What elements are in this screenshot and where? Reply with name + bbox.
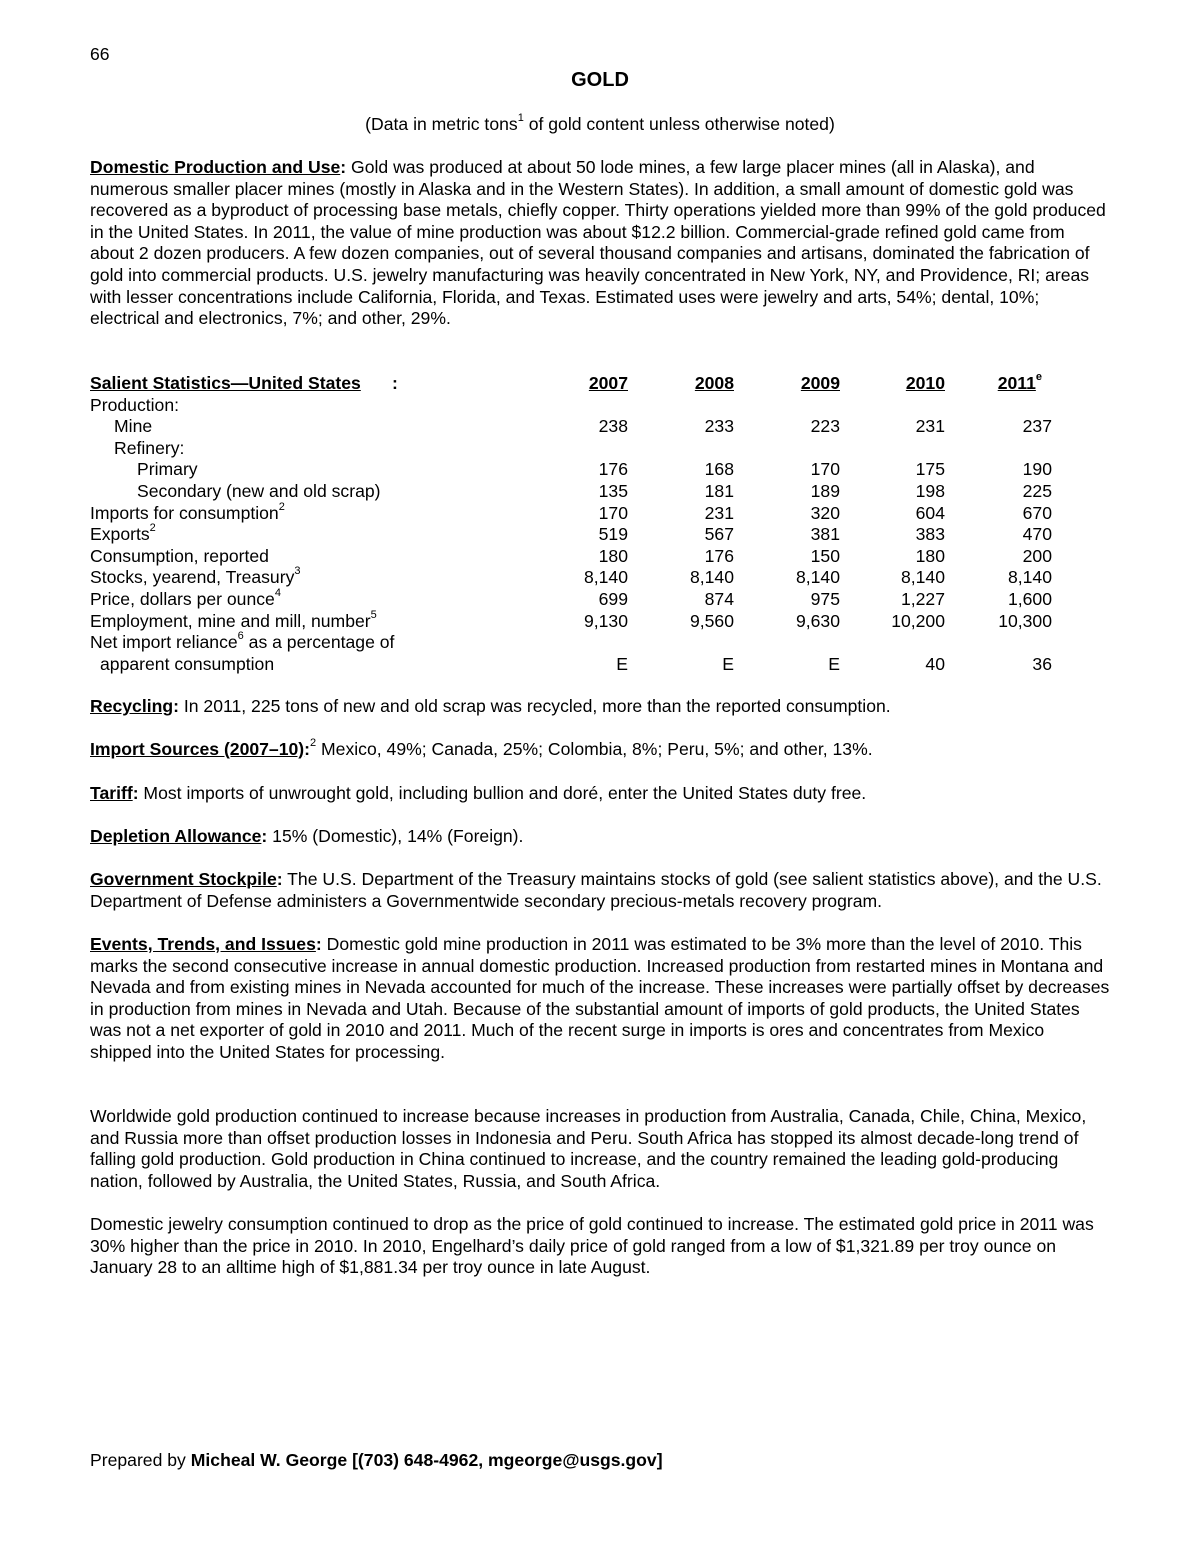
table-cell: 470 [1022,524,1052,545]
table-row [90,481,1120,503]
year-header: 2007 [588,373,628,393]
table-cell: 36 [1032,653,1052,674]
page-title: GOLD [571,69,629,91]
year-header: 2009 [800,373,840,393]
table-cell: 567 [704,524,734,545]
table-cell: 874 [704,588,734,609]
table-cell: 8,140 [689,567,734,588]
table-cell: 670 [1022,502,1052,523]
table-row [90,524,1120,546]
table-cell: 9,130 [583,610,628,631]
section-text: 15% (Domestic), 14% (Foreign). [267,826,524,846]
table-cell: 383 [915,524,945,545]
table-row [90,459,1120,481]
table-row [90,632,1120,654]
footnote-ref: 2 [278,500,285,513]
table-cell: 1,227 [900,588,945,609]
table-cell: 135 [598,480,628,501]
table-cell: 150 [810,545,840,566]
table-cell: 223 [810,416,840,437]
row-label: Production: [90,394,179,415]
section-import-sources [90,739,1110,761]
table-row [90,500,1120,525]
prepared-by-prefix: Prepared by [90,1450,191,1470]
footnote-ref: 2 [149,522,156,535]
section-text: Most imports of unwrought gold, including bullion and doré, enter the United States duty free. [138,783,867,803]
table-cell: 381 [810,524,840,545]
table-row [90,608,1120,633]
table-cell: 200 [1022,545,1052,566]
section-heading: Tariff [90,783,133,803]
section-text: In 2011, 225 tons of new and old scrap was recycled, more than the reported consumption. [178,696,891,716]
table-cell: 9,630 [795,610,840,631]
table-cell: 10,300 [998,610,1052,631]
subtitle-text-rest: of gold content unless otherwise noted) [523,114,835,134]
table-cell: 190 [1022,459,1052,480]
salient-statistics-table [90,373,1120,675]
section-heading: Depletion Allowance [90,826,262,846]
year-header: 2010 [905,373,945,393]
section-heading: Government Stockpile [90,869,277,889]
footnote-ref: 1 [517,112,524,125]
table-row [90,438,1120,460]
row-label: Imports for consumption$^2$ [90,500,285,523]
heading-colon: : [340,157,347,177]
heading-colon: : [173,696,179,716]
footnote-ref: 6 [237,630,244,643]
section-text: Gold was produced at about 50 lode mines, a few large placer mines (all in Alaska), and numerous smaller placer mines (mostly in Alaska and in the Western States). In addition, a small amount of domestic gold was recovered as a byproduct of processing base metals, chiefly copper. Thirty operations yielded more than 99% of the gold produced in the United States. In 2011, the value of mine production was about $12.2 billion. Commercial-grade refined gold came from about 2 dozen producers. A few dozen companies, out of several thousand companies and artisans, dominated the fabrication of gold into commercial products. U.S. jewelry manufacturing was heavily concentrated in New York, NY, and Providence, RI; areas with lesser concentrations include California, Florida, and Texas. Estimated uses were jewelry and arts, 54%; dental, 10%; electrical and electronics, 7%; and other, 29%. [90,157,1106,329]
table-cell: 8,140 [583,567,628,588]
table-row [90,589,1120,611]
heading-colon: : [276,869,283,889]
section-text: Domestic gold mine production in 2011 was estimated to be 3% more than the level of 2010. This marks the second consecutive increase in annual domestic production. Increased production from restarted mines in Montana and Nevada and from existing mines in Nevada accounted for much of the increase. These increases were partially offset by decreases in production from mines in Nevada and Utah. Because of the substantial amount of imports of gold products, the United States was not a net exporter of gold in 2010 and 2011. Much of the recent surge in imports is ores and concentrates from Mexico shipped into the United States for processing. [90,934,1110,1062]
table-cell: 40 [925,653,945,674]
table-cell: 9,560 [689,610,734,631]
footnote-ref: 2 [310,737,317,750]
table-row [90,567,1120,589]
page-number: 66 [90,44,110,64]
footnote-ref: 3 [294,565,301,578]
row-label: Price, dollars per ounce$^4$ [90,587,281,609]
year-header: 2011e [997,371,1042,393]
row-label: Consumption, reported [90,545,269,566]
table-cell: 176 [598,459,628,480]
table-cell: 180 [598,545,628,566]
table-cell: 181 [704,480,734,501]
author-contact: Micheal W. George [(703) 648-4962, mgeorge@usgs.gov] [190,1450,663,1470]
heading-colon: : [315,934,322,954]
row-label: Mine [114,416,153,437]
table-cell: 237 [1022,416,1052,437]
table-cell: 8,140 [900,567,945,588]
table-cell: 175 [915,459,945,480]
table-cell: 1,600 [1007,588,1052,609]
section-heading: Domestic Production and Use [90,157,341,177]
section-government-stockpile [90,869,1110,912]
table-cell: 238 [598,416,628,437]
table-cell: 233 [704,416,734,437]
row-label: Net import reliance$^6$ as a percentage of [90,630,395,653]
year-header: 2008 [694,373,734,393]
table-heading: Salient Statistics—United States [90,373,361,393]
estimate-mark: e [1035,371,1042,384]
table-cell: 604 [915,502,945,523]
row-label: Refinery: [114,437,185,458]
subtitle [0,114,1200,136]
table-cell: 8,140 [795,567,840,588]
table-cell: E [722,653,734,674]
prepared-by [90,1450,663,1472]
table-cell: 519 [598,524,628,545]
table-row [90,395,1120,417]
section-text: Mexico, 49%; Canada, 25%; Colombia, 8%; Peru, 5%; and other, 13%. [316,739,873,759]
footnote-ref: 5 [370,608,377,621]
heading-colon: : [392,373,398,393]
table-cell: 10,200 [891,610,945,631]
section-depletion-allowance [90,826,1110,848]
table-cell: 170 [598,502,628,523]
paragraph-worldwide-production: Worldwide gold production continued to increase because increases in production from Australia, Canada, Chile, China, Mexico, and Russia more than offset production losses in Indonesia and Peru. South Africa has stopped its almost decade-long trend of falling gold production. Gold production in China continued to increase, and the country remained the leading gold-producing nation, followed by Australia, the United States, Russia, and South Africa. [90,1106,1087,1191]
heading-colon: : [132,783,139,803]
section-text: The U.S. Department of the Treasury maintains stocks of gold (see salient statistics above), and the U.S. Department of Defense administers a Governmentwide secondary precious-metals recovery program. [90,869,1102,911]
section-tariff [90,783,1110,805]
footnote-ref: 4 [274,587,281,600]
row-label: Exports$^2$ [90,522,156,545]
table-cell: 168 [704,459,734,480]
table-cell: 231 [704,502,734,523]
heading-colon: : [261,826,268,846]
row-label: Secondary (new and old scrap) [137,480,381,501]
table-cell: 699 [598,588,628,609]
row-label: apparent consumption [100,653,275,674]
table-cell: 8,140 [1007,567,1052,588]
table-cell: 231 [915,416,945,437]
heading-colon: : [304,739,311,759]
paragraph-jewelry-consumption: Domestic jewelry consumption continued to drop as the price of gold continued to increase. The estimated gold price in 2011 was 30% higher than the price in 2010. In 2010, Engelhard’s daily price of gold ranged from a low of $1,321.89 per troy ounce on January 28 to an alltime high of $1,881.34 per troy ounce in late August. [90,1214,1094,1278]
table-cell: 198 [915,480,945,501]
table-row [90,416,1120,438]
section-heading: Recycling [90,696,174,716]
table-cell: 170 [810,459,840,480]
section-heading: Import Sources (2007–10) [90,739,305,759]
row-label: Stocks, yearend, Treasury$^3$ [90,565,301,588]
table-cell: 320 [810,502,840,523]
table-cell: E [616,653,628,674]
subtitle-text: (Data in metric tons [365,114,518,134]
table-header-row [90,373,1120,395]
table-row [90,546,1120,568]
table-row [90,654,1120,676]
section-events-trends-issues [90,934,1110,1064]
table-cell: E [828,653,840,674]
section-heading: Events, Trends, and Issues [90,934,316,954]
table-cell: 176 [704,545,734,566]
table-cell: 975 [810,588,840,609]
row-label: Employment, mine and mill, number$^5$ [90,608,377,631]
table-cell: 180 [915,545,945,566]
table-cell: 225 [1022,480,1052,501]
section-recycling [90,696,1110,718]
section-domestic-production [90,157,1110,330]
row-label: Primary [137,459,198,480]
table-cell: 189 [810,480,840,501]
